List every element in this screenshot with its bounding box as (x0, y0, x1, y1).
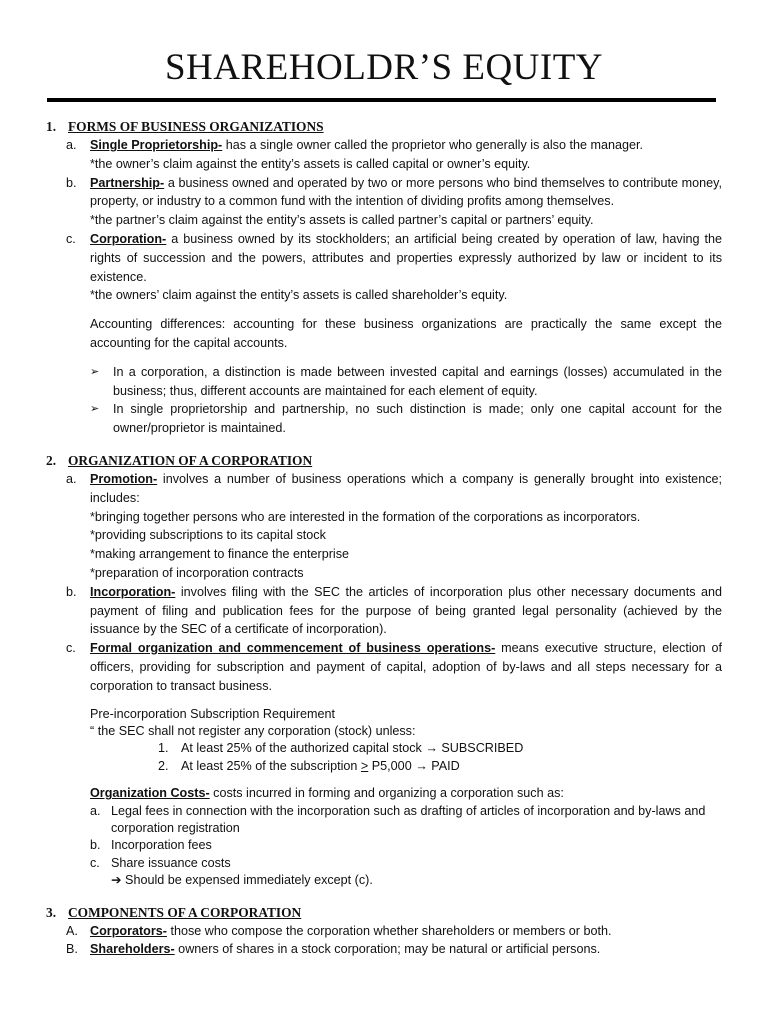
organization-costs (46, 785, 722, 802)
item-text: Incorporation fees (111, 838, 212, 853)
term: Single Proprietorship- (90, 138, 223, 152)
list-marker: b. (90, 838, 101, 853)
note: *making arrangement to finance the enterprise (90, 547, 350, 562)
note: *bringing together persons who are interested in the formation of the corporations as incorporators. (90, 509, 641, 524)
list-marker: 2. (158, 758, 169, 773)
definition: means executive structure, election of officers, providing for subscription and payment of capital, adoption of by-laws and all steps necessary for a corporation to transact business. (90, 641, 722, 693)
list-item (46, 470, 722, 583)
list-marker: c. (66, 641, 76, 656)
bullet-item (46, 400, 722, 438)
arrow-bullet-icon: ➢ (90, 403, 100, 416)
pre-incorporation-quote: “ the SEC shall not register any corporation (stock) unless: (90, 723, 416, 738)
item-text: Legal fees in connection with the incorporation such as drafting of articles of incorporation and by-laws and corporation registration (111, 803, 706, 835)
section-heading-2 (46, 452, 722, 470)
note: *the owners’ claim against the entity’s assets is called shareholder’s equity. (90, 288, 508, 303)
term: Corporators- (90, 923, 167, 938)
definition: costs incurred in forming and organizing a corporation such as: (209, 786, 564, 801)
note: *the owner’s claim against the entity’s assets is called capital or owner’s equity. (90, 156, 531, 171)
bullet-text: In single proprietorship and partnership, no such distinction is made; only one capital account for the owner/proprietor is maintained. (113, 402, 722, 436)
section-title: COMPONENTS OF A CORPORATION (68, 904, 302, 920)
requirement-text: P5,000 → PAID (368, 758, 460, 773)
expense-note: ➔ Should be expensed immediately except (c). (111, 873, 373, 888)
definition: involves a number of business operations which a company is generally brought into existence; includes: (90, 471, 722, 505)
list-marker: b. (66, 584, 77, 599)
item-text: Share issuance costs (111, 855, 231, 870)
section-number: 1. (46, 119, 57, 134)
requirement-text: At least 25% of the subscription (181, 758, 361, 773)
list-marker: a. (90, 803, 101, 818)
section-title: ORGANIZATION OF A CORPORATION (68, 452, 313, 468)
list-item (46, 940, 722, 959)
note: *preparation of incorporation contracts (90, 565, 304, 580)
list-item (46, 803, 722, 838)
list-marker: b. (66, 175, 77, 190)
term: Organization Costs- (90, 786, 210, 801)
definition: has a single owner called the proprietor who generally is also the manager. (222, 138, 643, 152)
list-item (46, 837, 722, 854)
list-item (46, 583, 722, 639)
requirement-item (46, 758, 722, 775)
list-item (46, 922, 722, 941)
note: *the partner’s claim against the entity’s assets is called partner’s capital or partners’ equity. (90, 213, 594, 228)
definition: owners of shares in a stock corporation; may be natural or artificial persons. (174, 942, 601, 957)
list-marker: 1. (158, 741, 169, 756)
term: Partnership- (90, 175, 165, 190)
title-rule (47, 98, 716, 102)
list-marker: B. (66, 942, 78, 957)
list-item (46, 174, 722, 230)
term: Shareholders- (90, 942, 175, 957)
list-marker: a. (66, 471, 77, 486)
definition: involves filing with the SEC the articles of incorporation plus other necessary documents and payment of filing and publication fees for the purpose of being granted legal personality (achieved by the issuance by the SEC of a certificate of incorporation). (90, 584, 722, 637)
section-number: 2. (46, 452, 57, 468)
list-item (46, 855, 722, 872)
list-marker: c. (66, 231, 76, 246)
term: Incorporation- (90, 584, 176, 599)
list-item (46, 639, 722, 695)
ge-symbol: > (360, 758, 369, 773)
page-title: SHAREHOLDR’S EQUITY (164, 47, 604, 88)
requirement-item (46, 740, 722, 757)
list-marker: c. (90, 855, 100, 870)
list-marker: A. (66, 923, 78, 938)
section-number: 3. (46, 904, 57, 920)
term: Promotion- (90, 471, 158, 486)
definition: a business owned and operated by two or more persons who bind themselves to contribute money, property, or industry to a common fund with the intention of dividing profits among themselves. (90, 175, 722, 209)
bullet-text: In a corporation, a distinction is made between invested capital and earnings (losses) accumulated in the business; thus, different accounts are maintained for each element of equity. (113, 364, 722, 398)
arrow-bullet-icon: ➢ (90, 365, 100, 378)
term: Formal organization and commencement of business operations- (90, 641, 496, 656)
requirement-text: At least 25% of the authorized capital stock → SUBSCRIBED (181, 741, 524, 756)
list-item (46, 136, 722, 174)
accounting-differences: Accounting differences: accounting for these business organizations are practically the same except the accounting for the capital accounts. (90, 317, 722, 350)
section-heading-3 (46, 904, 722, 922)
list-item (46, 230, 722, 305)
bullet-item (46, 363, 722, 401)
document-body (46, 118, 722, 959)
list-marker: a. (66, 138, 77, 152)
section-title: FORMS OF BUSINESS ORGANIZATIONS (68, 119, 324, 134)
definition: a business owned by its stockholders; an artificial being created by operation of law, having the rights of succession and the powers, attributes and properties expressly authorized by law or incident to its existence. (90, 231, 722, 284)
definition: those who compose the corporation whether shareholders or members or both. (166, 923, 612, 938)
term: Corporation- (90, 231, 167, 246)
note: *providing subscriptions to its capital stock (90, 528, 326, 543)
pre-incorporation-title: Pre-incorporation Subscription Requirement (90, 706, 336, 721)
section-heading-1 (46, 118, 722, 136)
